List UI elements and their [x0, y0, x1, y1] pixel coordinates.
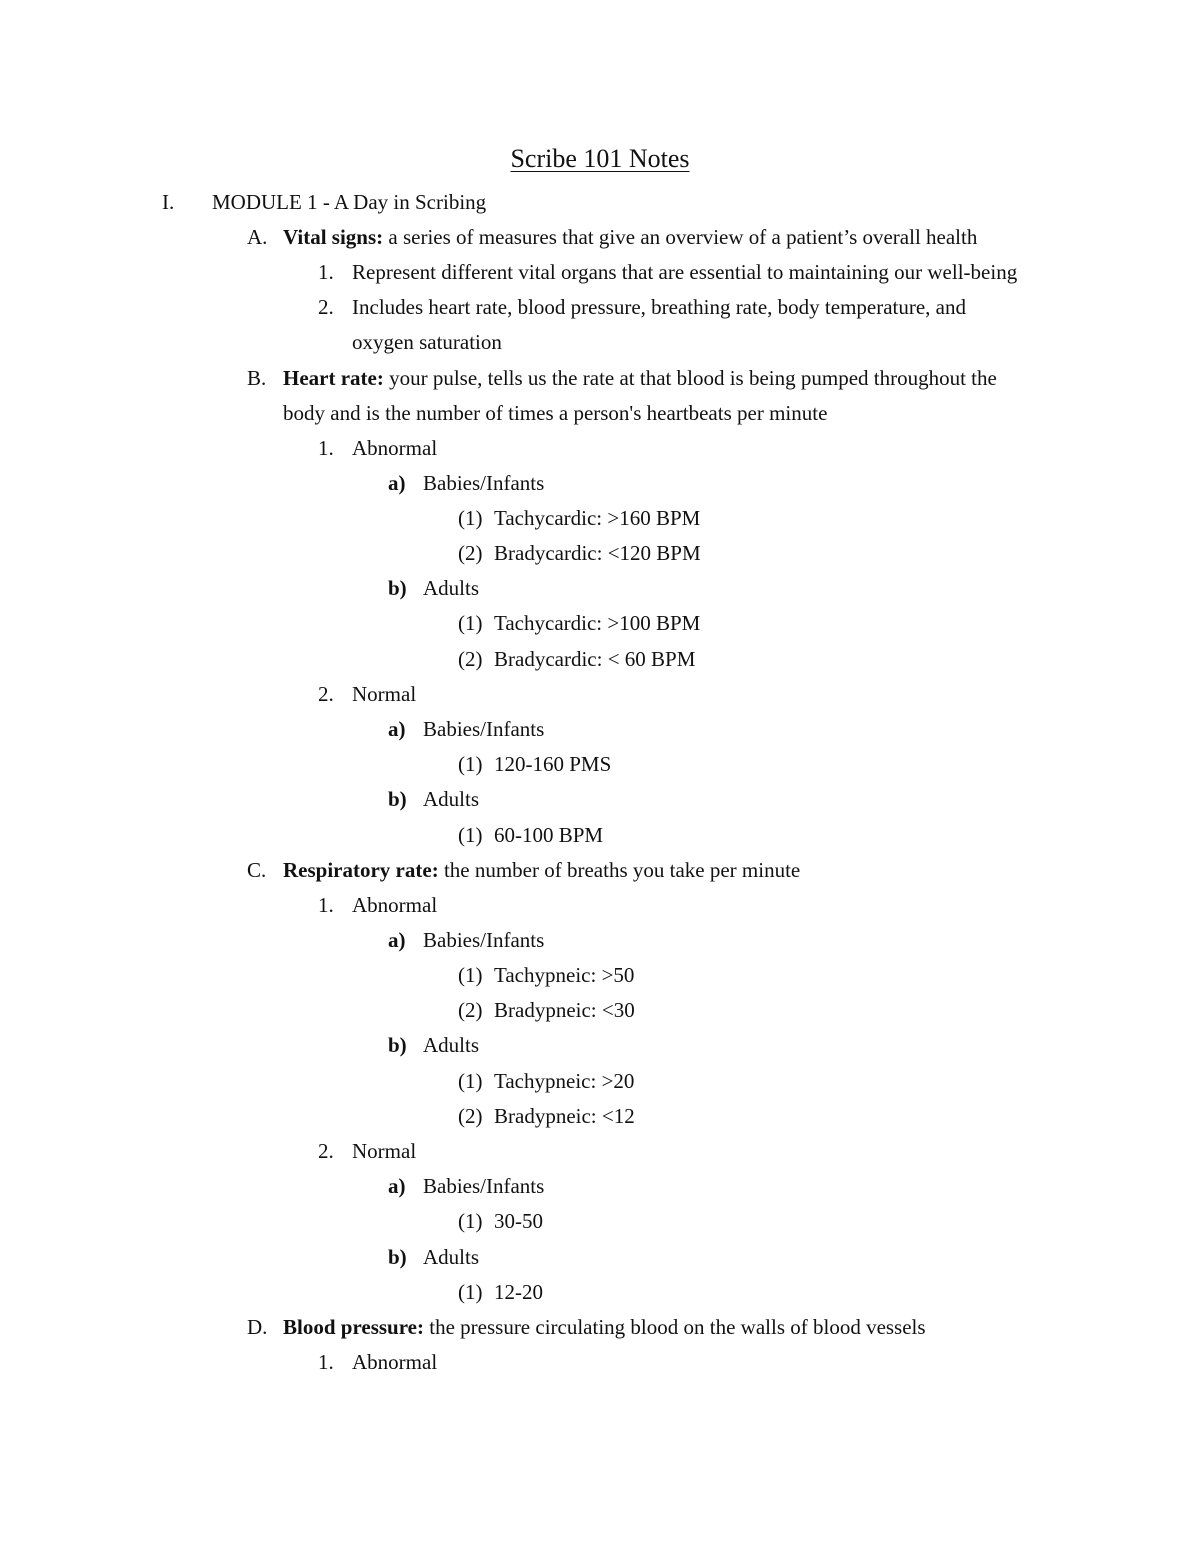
outline-marker: I.: [162, 190, 175, 214]
section-term: Blood pressure:: [283, 1315, 424, 1339]
outline-marker: (2): [458, 541, 483, 565]
outline-marker: a): [388, 928, 406, 952]
list-item-text: Includes heart rate, blood pressure, breathing rate, body temperature, and: [352, 295, 967, 319]
outline-marker: a): [388, 717, 406, 741]
group-label: Babies/Infants: [423, 471, 545, 495]
subsection-label: Abnormal: [352, 893, 438, 917]
outline-marker: (1): [458, 611, 483, 635]
outline-marker: C.: [247, 858, 267, 882]
definition-text: the pressure circulating blood on the walls of blood vessels: [424, 1315, 926, 1339]
list-item-text: Tachypneic: >20: [494, 1069, 635, 1093]
group-label: Adults: [423, 576, 480, 600]
outline-marker: (2): [458, 647, 483, 671]
subsection-label: Abnormal: [352, 1350, 438, 1374]
list-item-text: Tachycardic: >160 BPM: [494, 506, 701, 530]
group-label: Adults: [423, 1245, 480, 1269]
section-definition: [283, 361, 997, 396]
outline-marker: (1): [458, 752, 483, 776]
outline-marker: 2.: [318, 682, 334, 706]
definition-text: a series of measures that give an overview of a patient’s overall health: [383, 225, 978, 249]
group-label: Adults: [423, 787, 480, 811]
subsection-label: Normal: [352, 1139, 417, 1163]
group-label: Babies/Infants: [423, 717, 545, 741]
outline-marker: B.: [247, 366, 267, 390]
list-item-text: Bradypneic: <12: [494, 1104, 635, 1128]
list-item-text: Tachycardic: >100 BPM: [494, 611, 701, 635]
list-item-text: Bradypneic: <30: [494, 998, 635, 1022]
definition-text: body and is the number of times a person's heartbeats per minute: [283, 401, 828, 425]
outline-marker: 2.: [318, 1139, 334, 1163]
outline-marker: 1.: [318, 260, 334, 284]
outline-marker: a): [388, 1174, 406, 1198]
outline-marker: 1.: [318, 436, 334, 460]
list-item-text: oxygen saturation: [352, 330, 502, 354]
group-label: Babies/Infants: [423, 1174, 545, 1198]
group-label: Babies/Infants: [423, 928, 545, 952]
outline-marker: (1): [458, 506, 483, 530]
module-heading: MODULE 1 - A Day in Scribing: [212, 190, 487, 214]
outline-marker: (2): [458, 1104, 483, 1128]
outline-marker: D.: [247, 1315, 268, 1339]
outline-marker: (1): [458, 1280, 483, 1304]
outline-marker: 1.: [318, 1350, 334, 1374]
outline-marker: (1): [458, 963, 483, 987]
section-definition: [283, 1310, 926, 1345]
section-definition: [283, 853, 800, 888]
outline-marker: b): [388, 576, 407, 600]
list-item-text: 60-100 BPM: [494, 823, 604, 847]
list-item-text: 120-160 PMS: [494, 752, 612, 776]
outline-marker: (1): [458, 1209, 483, 1233]
list-item-text: Tachypneic: >50: [494, 963, 635, 987]
subsection-label: Normal: [352, 682, 417, 706]
list-item-text: Bradycardic: <120 BPM: [494, 541, 701, 565]
list-item-text: Represent different vital organs that are essential to maintaining our well-being: [352, 260, 1018, 284]
outline-marker: A.: [247, 225, 268, 249]
group-label: Adults: [423, 1033, 480, 1057]
section-term: Heart rate:: [283, 366, 384, 390]
outline-marker: b): [388, 787, 407, 811]
outline-marker: (1): [458, 1069, 483, 1093]
section-definition: [283, 220, 977, 255]
section-term: Vital signs:: [283, 225, 384, 249]
section-term: Respiratory rate:: [283, 858, 439, 882]
definition-text: your pulse, tells us the rate at that blood is being pumped throughout the: [383, 366, 997, 390]
outline-marker: b): [388, 1033, 407, 1057]
outline-marker: b): [388, 1245, 407, 1269]
page-title: Scribe 101 Notes: [510, 144, 690, 173]
outline-marker: 1.: [318, 893, 334, 917]
list-item-text: Bradycardic: < 60 BPM: [494, 647, 696, 671]
outline-marker: (2): [458, 998, 483, 1022]
subsection-label: Abnormal: [352, 436, 438, 460]
list-item-text: 30-50: [494, 1209, 543, 1233]
outline-marker: a): [388, 471, 406, 495]
outline-marker: (1): [458, 823, 483, 847]
outline-marker: 2.: [318, 295, 334, 319]
list-item-text: 12-20: [494, 1280, 543, 1304]
definition-text: the number of breaths you take per minute: [438, 858, 801, 882]
